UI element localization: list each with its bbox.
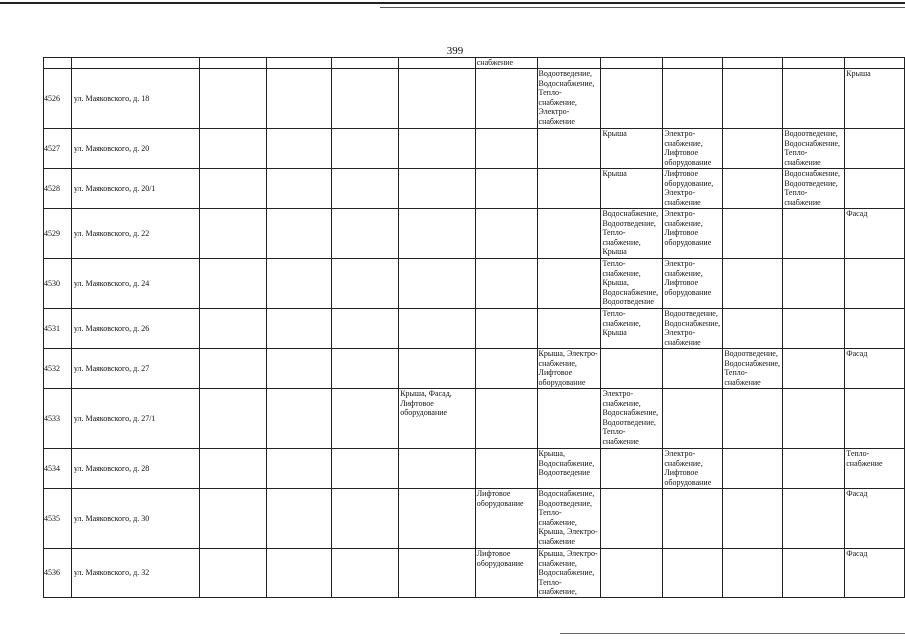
- work-cell-col-10: [783, 259, 845, 309]
- work-cell-col-1: [200, 309, 267, 349]
- row-address: ул. Маяковского, д. 28: [71, 449, 200, 489]
- row-address: ул. Маяковского, д. 24: [71, 259, 200, 309]
- table-row: [44, 389, 905, 449]
- table-row: [44, 169, 905, 209]
- row-address: ул. Маяковского, д. 22: [71, 209, 200, 259]
- bottom-rule: [560, 633, 905, 634]
- work-cell-col-7: Тепло-снабжение, Крыша: [601, 309, 663, 349]
- row-id: 4531: [44, 309, 72, 349]
- work-cell-col-7: [601, 349, 663, 389]
- work-cell-col-9: [723, 169, 783, 209]
- work-cell-col-10: [783, 69, 845, 129]
- top-rule: [0, 2, 905, 4]
- work-cell-col-10: Водоотведение, Водоснабжение, Тепло-снабжение: [783, 129, 845, 169]
- work-cell-col-8: [663, 489, 723, 549]
- row-id: 4534: [44, 449, 72, 489]
- row-id: 4533: [44, 389, 72, 449]
- work-cell-col-6: [537, 259, 601, 309]
- row-address: ул. Маяковского, д. 20/1: [71, 169, 200, 209]
- work-cell-col-8: Водоотведение, Водоснабжение, Электро-снабжение: [663, 309, 723, 349]
- work-cell-col-6: Крыша, Электро-снабжение, Водоснабжение, Тепло-снабжение,: [537, 549, 601, 598]
- work-cell-col-6: [537, 389, 601, 449]
- work-cell-col-11: Фасад: [845, 349, 905, 389]
- work-cell-col-11: Фасад: [845, 549, 905, 598]
- work-cell-col-9: [723, 549, 783, 598]
- work-cell-col-8: [663, 349, 723, 389]
- work-cell-col-2: [267, 449, 332, 489]
- work-cell-col-7: Тепло-снабжение, Крыша, Водоснабжение, Водоотведение: [601, 259, 663, 309]
- work-cell-col-5: Лифтовое оборудование: [475, 489, 537, 549]
- table-row: [44, 449, 905, 489]
- work-cell-col-11: [845, 389, 905, 449]
- work-cell-col-9: [723, 489, 783, 549]
- row-address: ул. Маяковского, д. 30: [71, 489, 200, 549]
- row-id: 4527: [44, 129, 72, 169]
- work-cell-col-3: [332, 349, 399, 389]
- work-cell-col-8: Лифтовое оборудование, Электро-снабжение: [663, 169, 723, 209]
- work-cell-col-2: [267, 209, 332, 259]
- work-cell-col-6: [537, 209, 601, 259]
- work-cell-col-4: [399, 549, 476, 598]
- work-cell-col-3: [332, 129, 399, 169]
- work-cell-col-4: [399, 129, 476, 169]
- work-cell-col-3: [332, 169, 399, 209]
- work-cell-col-1: [200, 449, 267, 489]
- work-cell-col-10: [783, 209, 845, 259]
- work-cell-col-5: [475, 169, 537, 209]
- work-cell-col-6: [537, 129, 601, 169]
- work-cell-col-9: [723, 129, 783, 169]
- work-cell-col-4: [399, 489, 476, 549]
- row-id: 4535: [44, 489, 72, 549]
- top-rule-secondary: [380, 7, 905, 8]
- header-cell-snabzhenie: снабжение: [475, 58, 537, 69]
- work-cell-col-2: [267, 259, 332, 309]
- work-cell-col-6: Водоснабжение, Водоотведение, Тепло-снабжение, Крыша, Электро-снабжение: [537, 489, 601, 549]
- row-id: 4529: [44, 209, 72, 259]
- work-cell-col-2: [267, 129, 332, 169]
- work-cell-col-5: Лифтовое оборудование: [475, 549, 537, 598]
- work-cell-col-10: [783, 349, 845, 389]
- work-cell-col-3: [332, 309, 399, 349]
- work-cell-col-10: Водоснабжение, Водоотведение, Тепло-снабжение: [783, 169, 845, 209]
- work-cell-col-7: [601, 449, 663, 489]
- work-cell-col-5: [475, 309, 537, 349]
- work-cell-col-11: Фасад: [845, 209, 905, 259]
- work-cell-col-9: [723, 69, 783, 129]
- row-id: 4530: [44, 259, 72, 309]
- work-cell-col-9: [723, 449, 783, 489]
- work-cell-col-4: [399, 449, 476, 489]
- work-cell-col-7: Водоснабжение, Водоотведение, Тепло-снабжение, Крыша: [601, 209, 663, 259]
- work-cell-col-9: [723, 259, 783, 309]
- work-cell-col-2: [267, 389, 332, 449]
- work-cell-col-9: [723, 309, 783, 349]
- table-row: [44, 549, 905, 598]
- work-cell-col-7: [601, 69, 663, 129]
- work-cell-col-5: [475, 349, 537, 389]
- work-cell-col-4: [399, 169, 476, 209]
- table-row: [44, 259, 905, 309]
- work-cell-col-6: [537, 309, 601, 349]
- work-cell-col-2: [267, 169, 332, 209]
- row-id: 4528: [44, 169, 72, 209]
- work-cell-col-9: Водоотведение, Водоснабжение, Тепло-снабжение: [723, 349, 783, 389]
- table-row: [44, 129, 905, 169]
- repair-schedule-table: [43, 57, 905, 598]
- work-cell-col-5: [475, 129, 537, 169]
- work-cell-col-1: [200, 349, 267, 389]
- work-cell-col-3: [332, 209, 399, 259]
- work-cell-col-7: Электро-снабжение, Водоснабжение, Водоотведение, Тепло-снабжение: [601, 389, 663, 449]
- work-cell-col-2: [267, 489, 332, 549]
- work-cell-col-3: [332, 449, 399, 489]
- work-cell-col-5: [475, 209, 537, 259]
- work-cell-col-11: Фасад: [845, 489, 905, 549]
- work-cell-col-7: Крыша: [601, 169, 663, 209]
- work-cell-col-10: [783, 449, 845, 489]
- work-cell-col-3: [332, 69, 399, 129]
- work-cell-col-2: [267, 309, 332, 349]
- table-row: [44, 309, 905, 349]
- work-cell-col-4: [399, 309, 476, 349]
- work-cell-col-4: Крыша, Фасад, Лифтовое оборудование: [399, 389, 476, 449]
- work-cell-col-10: [783, 549, 845, 598]
- work-cell-col-8: Электро-снабжение, Лифтовое оборудование: [663, 449, 723, 489]
- work-cell-col-4: [399, 259, 476, 309]
- work-cell-col-4: [399, 209, 476, 259]
- work-cell-col-2: [267, 69, 332, 129]
- work-cell-col-8: Электро-снабжение, Лифтовое оборудование: [663, 129, 723, 169]
- work-cell-col-5: [475, 389, 537, 449]
- work-cell-col-1: [200, 69, 267, 129]
- row-id: 4526: [44, 69, 72, 129]
- work-cell-col-7: [601, 549, 663, 598]
- table-header-row: [44, 58, 905, 69]
- work-cell-col-6: Крыша, Водоснабжение, Водоотведение: [537, 449, 601, 489]
- work-cell-col-1: [200, 129, 267, 169]
- row-id: 4536: [44, 549, 72, 598]
- work-cell-col-11: [845, 309, 905, 349]
- work-cell-col-3: [332, 389, 399, 449]
- work-cell-col-11: Крыша: [845, 69, 905, 129]
- row-address: ул. Маяковского, д. 27: [71, 349, 200, 389]
- row-address: ул. Маяковского, д. 20: [71, 129, 200, 169]
- work-cell-col-1: [200, 489, 267, 549]
- page-number: 399: [446, 45, 464, 57]
- work-cell-col-1: [200, 549, 267, 598]
- work-cell-col-10: [783, 489, 845, 549]
- table-row: [44, 349, 905, 389]
- work-cell-col-8: [663, 549, 723, 598]
- row-address: ул. Маяковского, д. 27/1: [71, 389, 200, 449]
- work-cell-col-5: [475, 449, 537, 489]
- work-cell-col-11: [845, 129, 905, 169]
- work-cell-col-7: Крыша: [601, 129, 663, 169]
- row-id: 4532: [44, 349, 72, 389]
- work-cell-col-2: [267, 549, 332, 598]
- work-cell-col-6: [537, 169, 601, 209]
- work-cell-col-10: [783, 309, 845, 349]
- work-cell-col-10: [783, 389, 845, 449]
- work-cell-col-6: Водоотведение, Водоснабжение, Тепло-снабжение, Электро-снабжение: [537, 69, 601, 129]
- work-cell-col-5: [475, 259, 537, 309]
- table-row: [44, 209, 905, 259]
- table-row: [44, 69, 905, 129]
- work-cell-col-11: Тепло-снабжение: [845, 449, 905, 489]
- work-cell-col-8: Электро-снабжение, Лифтовое оборудование: [663, 209, 723, 259]
- row-address: ул. Маяковского, д. 32: [71, 549, 200, 598]
- work-cell-col-1: [200, 259, 267, 309]
- work-cell-col-11: [845, 259, 905, 309]
- work-cell-col-1: [200, 169, 267, 209]
- work-cell-col-11: [845, 169, 905, 209]
- work-cell-col-4: [399, 69, 476, 129]
- work-cell-col-1: [200, 389, 267, 449]
- work-cell-col-3: [332, 259, 399, 309]
- work-cell-col-7: [601, 489, 663, 549]
- row-address: ул. Маяковского, д. 26: [71, 309, 200, 349]
- work-cell-col-9: [723, 389, 783, 449]
- row-address: ул. Маяковского, д. 18: [71, 69, 200, 129]
- work-cell-col-4: [399, 349, 476, 389]
- table-row: [44, 489, 905, 549]
- work-cell-col-8: [663, 69, 723, 129]
- work-cell-col-2: [267, 349, 332, 389]
- work-cell-col-8: [663, 389, 723, 449]
- work-cell-col-8: Электро-снабжение, Лифтовое оборудование: [663, 259, 723, 309]
- work-cell-col-3: [332, 489, 399, 549]
- work-cell-col-1: [200, 209, 267, 259]
- work-cell-col-9: [723, 209, 783, 259]
- work-cell-col-6: Крыша, Электро-снабжение, Лифтовое оборудование: [537, 349, 601, 389]
- work-cell-col-3: [332, 549, 399, 598]
- work-cell-col-5: [475, 69, 537, 129]
